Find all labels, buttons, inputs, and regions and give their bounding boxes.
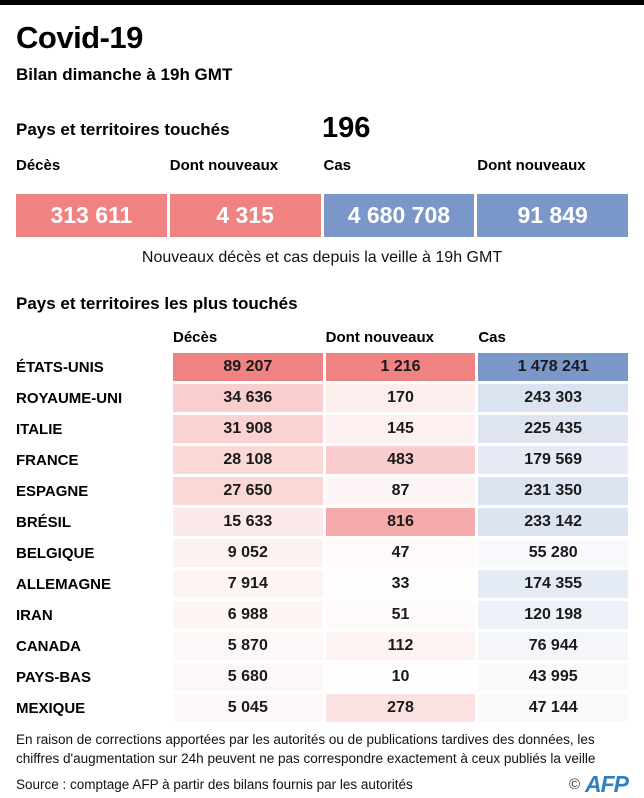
cas-cell: 1 478 241 [478, 353, 628, 381]
country-name: ITALIE [16, 420, 63, 438]
country-name: ALLEMAGNE [16, 575, 111, 593]
deces-cell: 5 045 [173, 694, 323, 722]
table-column-header: Dont nouveaux [325, 329, 434, 346]
cas-cell: 120 198 [478, 601, 628, 629]
deces-cell: 89 207 [173, 353, 323, 381]
deces-cell: 15 633 [173, 508, 323, 536]
page-subtitle: Bilan dimanche à 19h GMT [16, 65, 233, 84]
deces-cell: 6 988 [173, 601, 323, 629]
deces-cell: 5 870 [173, 632, 323, 660]
cas-cell: 231 350 [478, 477, 628, 505]
page-title: Covid-19 [16, 20, 143, 55]
nouveaux-cell: 87 [326, 477, 476, 505]
nouveaux-cell: 10 [326, 663, 476, 691]
cas-cell: 55 280 [478, 539, 628, 567]
country-name: CANADA [16, 637, 81, 655]
country-name: ÉTATS-UNIS [16, 358, 104, 376]
nouveaux-cell: 51 [326, 601, 476, 629]
cas-cell: 179 569 [478, 446, 628, 474]
nouveaux-cell: 816 [326, 508, 476, 536]
country-name: PAYS-BAS [16, 668, 92, 686]
deces-cell: 7 914 [173, 570, 323, 598]
nouveaux-cell: 1 216 [326, 353, 476, 381]
table-title: Pays et territoires les plus touchés [16, 294, 298, 313]
correction-note: En raison de corrections apportées par les autorités ou de publications tardives des données, les chiffres d'augmentation sur 24h peuvent ne pas correspondre exactement à ceux publiés la veille [16, 732, 596, 766]
country-name: ROYAUME-UNI [16, 389, 123, 407]
deces-cell: 28 108 [173, 446, 323, 474]
cas-cell: 76 944 [478, 632, 628, 660]
deces-cell: 31 908 [173, 415, 323, 443]
stat-value-box: 4 315 [170, 194, 321, 237]
cas-cell: 174 355 [478, 570, 628, 598]
countries-label: Pays et territoires touchés [16, 120, 230, 139]
country-name: ESPAGNE [16, 482, 89, 500]
afp-logo-text: AFP [585, 771, 628, 798]
nouveaux-cell: 47 [326, 539, 476, 567]
afp-logo [569, 771, 628, 798]
stat-value-box: 313 611 [16, 194, 167, 237]
stat-boxes-row [16, 194, 628, 237]
cas-cell: 225 435 [478, 415, 628, 443]
top-black-bar [0, 0, 644, 5]
nouveaux-cell: 278 [326, 694, 476, 722]
nouveaux-cell: 33 [326, 570, 476, 598]
countries-count: 196 [322, 112, 371, 144]
source-credit: Source : comptage AFP à partir des bilans fournis par les autorités [16, 777, 413, 793]
footer [16, 731, 628, 798]
country-name: MEXIQUE [16, 699, 86, 717]
country-name: BELGIQUE [16, 544, 95, 562]
stat-label: Dont nouveaux [477, 157, 586, 174]
deces-cell: 27 650 [173, 477, 323, 505]
stat-label: Cas [323, 157, 352, 174]
cas-cell: 47 144 [478, 694, 628, 722]
country-table [16, 329, 628, 722]
stat-value-box: 4 680 708 [324, 194, 475, 237]
table-column-header: Décès [173, 329, 218, 346]
stat-label: Décès [16, 157, 61, 174]
nouveaux-cell: 112 [326, 632, 476, 660]
stat-value-box: 91 849 [477, 194, 628, 237]
country-name: IRAN [16, 606, 53, 624]
table-header-empty [16, 329, 170, 350]
copyright-symbol: © [568, 776, 580, 794]
countries-summary [16, 112, 628, 144]
table-column-header: Cas [478, 329, 506, 346]
deces-cell: 34 636 [173, 384, 323, 412]
stat-labels-row [16, 157, 628, 181]
nouveaux-cell: 483 [326, 446, 476, 474]
cas-cell: 43 995 [478, 663, 628, 691]
nouveaux-cell: 170 [326, 384, 476, 412]
infographic [0, 20, 644, 798]
deces-cell: 5 680 [173, 663, 323, 691]
deces-cell: 9 052 [173, 539, 323, 567]
country-name: BRÉSIL [16, 513, 72, 531]
cas-cell: 233 142 [478, 508, 628, 536]
country-name: FRANCE [16, 451, 79, 469]
nouveaux-cell: 145 [326, 415, 476, 443]
cas-cell: 243 303 [478, 384, 628, 412]
stats-footnote: Nouveaux décès et cas depuis la veille à 19h GMT [141, 249, 503, 266]
stat-label: Dont nouveaux [169, 157, 279, 174]
